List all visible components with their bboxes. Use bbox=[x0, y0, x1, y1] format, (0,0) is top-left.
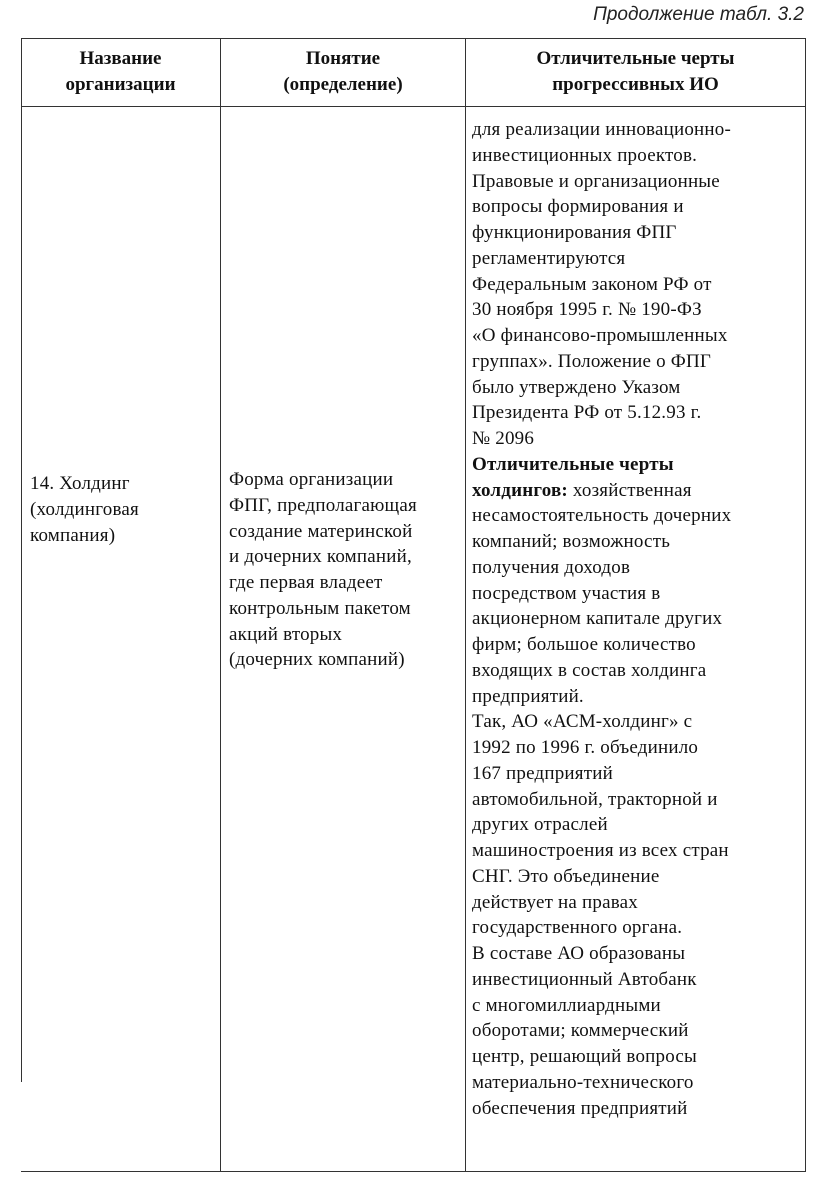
header-line: Понятие bbox=[305, 48, 381, 69]
header-line: прогрессивных ИО bbox=[552, 74, 719, 95]
text-line: 30 ноября 1995 г. № 190-ФЗ bbox=[472, 299, 702, 321]
text-line: получения доходов bbox=[472, 556, 631, 578]
text-line: автомобильной, тракторной и bbox=[472, 788, 718, 810]
text-line: Форма организации bbox=[229, 469, 394, 490]
header-line: (определение) bbox=[283, 74, 403, 95]
text-line: фирм; большое количество bbox=[472, 634, 696, 655]
text-line: государственного органа. bbox=[472, 917, 683, 939]
text-line: компаний; возможность bbox=[472, 531, 671, 552]
text-line: В составе АО образованы bbox=[472, 943, 686, 964]
text-line: инвестиционных проектов. bbox=[472, 144, 698, 166]
text-line: № 2096 bbox=[472, 428, 535, 449]
text-line: где первая владеет bbox=[229, 572, 383, 593]
text-line: СНГ. Это объединение bbox=[472, 865, 660, 887]
text-line: с многомиллиардными bbox=[472, 994, 661, 1016]
text-line: обеспечения предприятий bbox=[472, 1097, 688, 1119]
text-line: оборотами; коммерческий bbox=[472, 1020, 689, 1042]
text-line: 1992 по 1996 г. объединило bbox=[472, 737, 699, 758]
header-line: организации bbox=[65, 74, 176, 95]
text-line: инвестиционный Автобанк bbox=[472, 968, 697, 990]
text-line: компания) bbox=[30, 524, 116, 546]
cell-features bbox=[472, 117, 731, 1121]
column-divider-1 bbox=[21, 38, 22, 1082]
text-line: вопросы формирования и bbox=[472, 196, 684, 218]
text-line: 167 предприятий bbox=[472, 762, 613, 784]
column-divider-3 bbox=[465, 38, 466, 1172]
table-caption: Продолжение табл. 3.2 bbox=[593, 4, 804, 25]
text-line: акций вторых bbox=[229, 623, 343, 645]
text-line: Так, АО «АСМ-холдинг» с bbox=[472, 711, 693, 733]
text-line: предприятий. bbox=[472, 685, 584, 707]
cell-definition bbox=[229, 467, 417, 673]
text-line: регламентируются bbox=[472, 247, 626, 269]
text-line: действует на правах bbox=[472, 891, 638, 913]
text-line: 14. Холдинг bbox=[30, 473, 130, 494]
text-line: группах». Положение о ФПГ bbox=[472, 350, 712, 372]
text-line bbox=[472, 452, 731, 478]
holdings-lead: холдингов: bbox=[472, 479, 568, 501]
text-line: для реализации инновационно- bbox=[472, 119, 732, 140]
text-line: посредством участия в bbox=[472, 582, 661, 604]
header-definition bbox=[221, 38, 465, 106]
text-line: ФПГ, предполагающая bbox=[229, 494, 417, 516]
text-line: несамостоятельность дочерних bbox=[472, 505, 732, 527]
header-features bbox=[466, 38, 805, 106]
text-line: функционирования ФПГ bbox=[472, 222, 677, 243]
text-line: Президента РФ от 5.12.93 г. bbox=[472, 402, 702, 424]
text-line: было утверждено Указом bbox=[472, 376, 681, 398]
text-line: центр, решающий вопросы bbox=[472, 1046, 697, 1067]
text-line: других отраслей bbox=[472, 814, 608, 836]
lead-rest: хозяйственная bbox=[567, 479, 692, 501]
header-organization-name bbox=[21, 38, 220, 106]
text-line: Федеральным законом РФ от bbox=[472, 273, 712, 295]
text-line: Правовые и организационные bbox=[472, 170, 720, 192]
text-line: контрольным пакетом bbox=[229, 597, 411, 619]
header-bottom-border bbox=[21, 106, 806, 107]
text-line bbox=[472, 478, 731, 504]
features-heading: Отличительные черты bbox=[472, 453, 674, 475]
text-line: (холдинговая bbox=[30, 498, 139, 520]
header-line: Название bbox=[79, 48, 162, 69]
text-line: создание материнской bbox=[229, 520, 413, 542]
header-line: Отличительные черты bbox=[536, 48, 735, 69]
column-divider-2 bbox=[220, 38, 221, 1172]
organizations-table bbox=[21, 38, 806, 1172]
text-line: «О финансово-промышленных bbox=[472, 325, 728, 346]
cell-organization-name bbox=[30, 471, 139, 548]
text-line: и дочерних компаний, bbox=[229, 546, 412, 568]
text-line: машиностроения из всех стран bbox=[472, 840, 729, 861]
table-bottom-border bbox=[21, 1171, 806, 1172]
column-divider-4 bbox=[805, 38, 806, 1172]
text-line: (дочерних компаний) bbox=[229, 649, 405, 671]
text-line: входящих в состав холдинга bbox=[472, 659, 707, 681]
text-line: акционерном капитале других bbox=[472, 608, 723, 630]
text-line: материально-технического bbox=[472, 1071, 694, 1093]
